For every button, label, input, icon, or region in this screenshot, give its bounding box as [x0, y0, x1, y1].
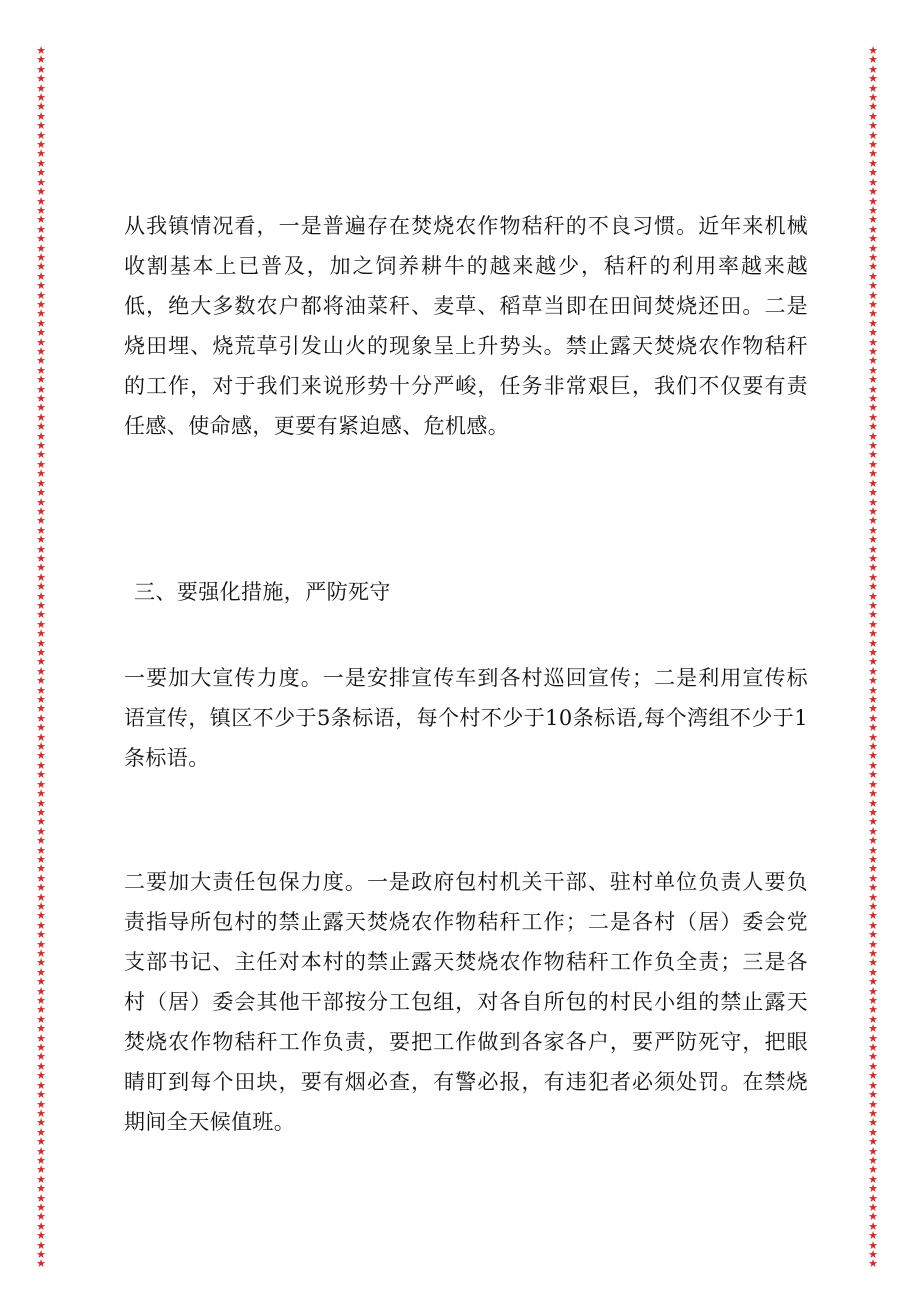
star-icon: ★ [36, 439, 46, 453]
star-icon: ★ [36, 1248, 46, 1261]
star-icon: ★ [868, 1153, 878, 1167]
star-icon: ★ [868, 721, 878, 735]
star-icon: ★ [36, 608, 46, 622]
star-icon: ★ [36, 232, 46, 246]
star-icon: ★ [868, 429, 878, 443]
star-icon: ★ [868, 156, 878, 170]
star-icon: ★ [36, 1059, 46, 1073]
star-icon: ★ [868, 570, 878, 584]
star-icon: ★ [868, 805, 878, 819]
star-icon: ★ [868, 683, 878, 697]
star-icon: ★ [36, 1200, 46, 1214]
star-icon: ★ [868, 1088, 878, 1102]
star-icon: ★ [36, 185, 46, 199]
star-icon: ★ [868, 768, 878, 782]
star-icon: ★ [868, 749, 878, 763]
star-icon: ★ [36, 279, 46, 293]
star-icon: ★ [868, 1050, 878, 1064]
star-icon: ★ [36, 307, 46, 321]
star-icon: ★ [36, 589, 46, 603]
star-icon: ★ [36, 881, 46, 895]
star-icon: ★ [868, 53, 878, 67]
star-icon: ★ [36, 994, 46, 1008]
star-icon: ★ [868, 420, 878, 434]
star-icon: ★ [36, 222, 46, 236]
star-icon: ★ [868, 354, 878, 368]
star-icon: ★ [36, 1041, 46, 1055]
star-icon: ★ [868, 918, 878, 932]
star-icon: ★ [36, 495, 46, 509]
star-icon: ★ [868, 363, 878, 377]
star-icon: ★ [36, 128, 46, 142]
star-icon: ★ [868, 1097, 878, 1111]
star-icon: ★ [868, 843, 878, 857]
star-icon: ★ [36, 965, 46, 979]
star-icon: ★ [868, 580, 878, 594]
star-icon: ★ [868, 533, 878, 547]
star-icon: ★ [868, 796, 878, 810]
star-icon: ★ [36, 467, 46, 481]
star-icon: ★ [36, 175, 46, 189]
star-icon: ★ [36, 392, 46, 406]
star-icon: ★ [868, 147, 878, 161]
star-icon: ★ [36, 119, 46, 133]
star-icon: ★ [868, 824, 878, 838]
star-icon: ★ [868, 984, 878, 998]
star-icon: ★ [868, 852, 878, 866]
star-icon: ★ [36, 297, 46, 311]
star-icon: ★ [868, 881, 878, 895]
right-star-border [866, 44, 880, 1271]
star-icon: ★ [36, 1088, 46, 1102]
star-icon: ★ [868, 561, 878, 575]
star-icon: ★ [36, 598, 46, 612]
star-icon: ★ [36, 166, 46, 180]
star-icon: ★ [36, 956, 46, 970]
star-icon: ★ [36, 1022, 46, 1036]
star-icon: ★ [868, 636, 878, 650]
star-icon: ★ [36, 570, 46, 584]
star-icon: ★ [868, 787, 878, 801]
star-icon: ★ [36, 156, 46, 170]
star-icon: ★ [36, 834, 46, 848]
star-icon: ★ [868, 382, 878, 396]
star-icon: ★ [36, 1050, 46, 1064]
star-icon: ★ [36, 250, 46, 264]
star-icon: ★ [36, 777, 46, 791]
star-icon: ★ [868, 928, 878, 942]
star-icon: ★ [36, 476, 46, 490]
star-icon: ★ [868, 702, 878, 716]
star-icon: ★ [868, 1257, 878, 1271]
star-icon: ★ [36, 203, 46, 217]
star-icon: ★ [36, 1144, 46, 1158]
star-icon: ★ [36, 504, 46, 518]
star-icon: ★ [868, 138, 878, 152]
star-icon: ★ [868, 279, 878, 293]
star-icon: ★ [868, 834, 878, 848]
star-icon: ★ [868, 232, 878, 246]
star-icon: ★ [36, 730, 46, 744]
star-icon: ★ [36, 646, 46, 659]
star-icon: ★ [868, 504, 878, 518]
star-icon: ★ [868, 260, 878, 274]
star-icon: ★ [868, 476, 878, 490]
star-icon: ★ [868, 862, 878, 876]
star-icon: ★ [36, 382, 46, 396]
star-icon: ★ [36, 740, 46, 754]
star-icon: ★ [36, 627, 46, 641]
star-icon: ★ [868, 1003, 878, 1017]
star-icon: ★ [36, 1191, 46, 1205]
star-icon: ★ [36, 674, 46, 688]
star-icon: ★ [36, 928, 46, 942]
star-icon: ★ [868, 495, 878, 509]
star-icon: ★ [868, 448, 878, 462]
star-icon: ★ [36, 918, 46, 932]
star-icon: ★ [868, 1135, 878, 1149]
star-icon: ★ [36, 580, 46, 594]
star-icon: ★ [868, 909, 878, 923]
star-icon: ★ [868, 457, 878, 471]
star-icon: ★ [868, 542, 878, 556]
star-icon: ★ [36, 664, 46, 678]
star-icon: ★ [36, 768, 46, 782]
star-icon: ★ [36, 805, 46, 819]
star-icon: ★ [36, 100, 46, 114]
star-icon: ★ [36, 335, 46, 349]
star-icon: ★ [868, 1248, 878, 1261]
star-icon: ★ [868, 128, 878, 142]
star-icon: ★ [868, 335, 878, 349]
star-icon: ★ [868, 598, 878, 612]
star-icon: ★ [36, 984, 46, 998]
star-icon: ★ [36, 542, 46, 556]
star-icon: ★ [868, 975, 878, 989]
star-icon: ★ [868, 213, 878, 227]
star-icon: ★ [36, 401, 46, 415]
star-icon: ★ [868, 551, 878, 565]
left-star-border [34, 44, 48, 1271]
star-icon: ★ [868, 956, 878, 970]
star-icon: ★ [36, 1125, 46, 1139]
star-icon: ★ [868, 693, 878, 707]
star-icon: ★ [868, 758, 878, 772]
paragraph-responsibility: 二要加大责任包保力度。一是政府包村机关干部、驻村单位负责人要负责指导所包村的禁止露天焚烧农作物秸秆工作；二是各村（居）委会党支部书记、主任对本村的禁止露天焚烧农作物秸秆工作负全责；三是各村（居）委会其他干部按分工包组，对各自所包的村民小组的禁止露天焚烧农作物秸秆工作负责，要把工作做到各家各户，要严防死守，把眼睛盯到每个田块，要有烟必查，有警必报，有违犯者必须处罚。在禁烧期间全天候值班。 [124, 870, 808, 1134]
star-icon: ★ [868, 608, 878, 622]
star-icon: ★ [868, 1125, 878, 1139]
star-icon: ★ [868, 1106, 878, 1120]
star-icon: ★ [36, 815, 46, 829]
star-icon: ★ [36, 975, 46, 989]
star-icon: ★ [36, 561, 46, 575]
star-icon: ★ [868, 1238, 878, 1252]
star-icon: ★ [868, 401, 878, 415]
star-icon: ★ [36, 269, 46, 283]
star-icon: ★ [36, 909, 46, 923]
star-icon: ★ [36, 241, 46, 255]
star-icon: ★ [36, 551, 46, 565]
star-icon: ★ [868, 62, 878, 76]
star-icon: ★ [868, 890, 878, 904]
star-icon: ★ [868, 1069, 878, 1083]
star-icon: ★ [36, 1153, 46, 1167]
star-icon: ★ [868, 288, 878, 302]
star-icon: ★ [36, 138, 46, 152]
star-icon: ★ [36, 693, 46, 707]
star-icon: ★ [868, 486, 878, 500]
star-icon: ★ [868, 937, 878, 951]
star-icon: ★ [868, 589, 878, 603]
star-icon: ★ [36, 617, 46, 631]
star-icon: ★ [36, 1012, 46, 1026]
star-icon: ★ [36, 91, 46, 105]
star-icon: ★ [36, 758, 46, 772]
star-icon: ★ [36, 1257, 46, 1271]
star-icon: ★ [868, 514, 878, 528]
star-icon: ★ [868, 1012, 878, 1026]
star-icon: ★ [36, 899, 46, 913]
star-icon: ★ [36, 1238, 46, 1252]
star-icon: ★ [868, 316, 878, 330]
star-icon: ★ [36, 721, 46, 735]
star-icon: ★ [868, 166, 878, 180]
star-icon: ★ [36, 1031, 46, 1045]
star-icon: ★ [868, 44, 878, 57]
star-icon: ★ [36, 260, 46, 274]
star-icon: ★ [36, 636, 46, 650]
star-icon: ★ [36, 1135, 46, 1149]
star-icon: ★ [868, 373, 878, 387]
star-icon: ★ [868, 627, 878, 641]
star-icon: ★ [36, 326, 46, 340]
star-icon: ★ [868, 965, 878, 979]
star-icon: ★ [36, 890, 46, 904]
star-icon: ★ [36, 1219, 46, 1233]
star-icon: ★ [36, 1163, 46, 1177]
star-icon: ★ [36, 523, 46, 537]
star-icon: ★ [868, 1116, 878, 1130]
star-icon: ★ [36, 796, 46, 810]
star-icon: ★ [868, 1031, 878, 1045]
star-icon: ★ [868, 307, 878, 321]
star-icon: ★ [868, 1191, 878, 1205]
star-icon: ★ [36, 420, 46, 434]
star-icon: ★ [36, 1003, 46, 1017]
star-icon: ★ [868, 1059, 878, 1073]
star-icon: ★ [868, 1163, 878, 1177]
star-icon: ★ [36, 1106, 46, 1120]
star-icon: ★ [36, 72, 46, 86]
star-icon: ★ [36, 1116, 46, 1130]
star-icon: ★ [868, 175, 878, 189]
star-icon: ★ [36, 683, 46, 697]
star-icon: ★ [868, 194, 878, 208]
star-icon: ★ [868, 439, 878, 453]
star-icon: ★ [868, 109, 878, 123]
star-icon: ★ [36, 749, 46, 763]
star-icon: ★ [868, 410, 878, 424]
star-icon: ★ [36, 62, 46, 76]
star-icon: ★ [36, 448, 46, 462]
star-icon: ★ [868, 617, 878, 631]
star-icon: ★ [36, 81, 46, 95]
section-heading: 三、要强化措施，严防死守 [134, 580, 391, 604]
star-icon: ★ [36, 354, 46, 368]
star-icon: ★ [868, 740, 878, 754]
star-icon: ★ [36, 514, 46, 528]
star-icon: ★ [868, 1022, 878, 1036]
star-icon: ★ [868, 1200, 878, 1214]
star-icon: ★ [36, 44, 46, 57]
star-icon: ★ [868, 392, 878, 406]
star-icon: ★ [868, 345, 878, 358]
star-icon: ★ [868, 947, 878, 960]
star-icon: ★ [36, 852, 46, 866]
star-icon: ★ [868, 326, 878, 340]
star-icon: ★ [868, 711, 878, 725]
star-icon: ★ [868, 899, 878, 913]
star-icon: ★ [868, 1219, 878, 1233]
star-icon: ★ [868, 815, 878, 829]
star-icon: ★ [36, 1172, 46, 1186]
star-icon: ★ [36, 787, 46, 801]
paragraph-situation: 从我镇情况看，一是普遍存在焚烧农作物秸秆的不良习惯。近年来机械收割基本上已普及，加之饲养耕牛的越来越少，秸秆的利用率越来越低，绝大多数农户都将油菜秆、麦草、稻草当即在田间焚烧还田。二是烧田埋、烧荒草引发山火的现象呈上升势头。禁止露天焚烧农作物秸秆的工作，对于我们来说形势十分严峻，任务非常艰巨，我们不仅要有责任感、使命感，更要有紧迫感、危机感。 [124, 214, 808, 438]
star-icon: ★ [868, 203, 878, 217]
star-icon: ★ [868, 269, 878, 283]
star-icon: ★ [868, 664, 878, 678]
star-icon: ★ [868, 222, 878, 236]
star-icon: ★ [868, 250, 878, 264]
star-icon: ★ [36, 1078, 46, 1092]
star-icon: ★ [868, 1210, 878, 1224]
star-icon: ★ [36, 711, 46, 725]
star-icon: ★ [36, 947, 46, 960]
star-icon: ★ [868, 646, 878, 659]
star-icon: ★ [868, 871, 878, 885]
star-icon: ★ [36, 429, 46, 443]
star-icon: ★ [868, 1182, 878, 1196]
star-icon: ★ [36, 1069, 46, 1083]
star-icon: ★ [868, 119, 878, 133]
star-icon: ★ [36, 862, 46, 876]
star-icon: ★ [868, 100, 878, 114]
star-icon: ★ [36, 373, 46, 387]
star-icon: ★ [36, 1182, 46, 1196]
star-icon: ★ [36, 655, 46, 669]
star-icon: ★ [36, 213, 46, 227]
star-icon: ★ [36, 345, 46, 358]
star-icon: ★ [868, 674, 878, 688]
star-icon: ★ [868, 1229, 878, 1243]
star-icon: ★ [868, 91, 878, 105]
star-icon: ★ [36, 457, 46, 471]
star-icon: ★ [36, 486, 46, 500]
star-icon: ★ [36, 1097, 46, 1111]
star-icon: ★ [36, 1229, 46, 1243]
star-icon: ★ [868, 777, 878, 791]
star-icon: ★ [36, 871, 46, 885]
star-icon: ★ [36, 937, 46, 951]
star-icon: ★ [868, 730, 878, 744]
star-icon: ★ [36, 109, 46, 123]
star-icon: ★ [36, 410, 46, 424]
star-icon: ★ [36, 316, 46, 330]
star-icon: ★ [868, 994, 878, 1008]
star-icon: ★ [868, 241, 878, 255]
star-icon: ★ [36, 824, 46, 838]
star-icon: ★ [868, 72, 878, 86]
star-icon: ★ [36, 147, 46, 161]
star-icon: ★ [868, 1041, 878, 1055]
star-icon: ★ [868, 523, 878, 537]
star-icon: ★ [36, 702, 46, 716]
star-icon: ★ [36, 1210, 46, 1224]
star-icon: ★ [36, 288, 46, 302]
star-icon: ★ [36, 533, 46, 547]
star-icon: ★ [868, 185, 878, 199]
star-icon: ★ [868, 1078, 878, 1092]
star-icon: ★ [868, 655, 878, 669]
star-icon: ★ [868, 467, 878, 481]
star-icon: ★ [868, 1144, 878, 1158]
star-icon: ★ [36, 843, 46, 857]
star-icon: ★ [868, 1172, 878, 1186]
star-icon: ★ [36, 194, 46, 208]
star-icon: ★ [36, 363, 46, 377]
star-icon: ★ [868, 297, 878, 311]
star-icon: ★ [868, 81, 878, 95]
paragraph-publicity: 一要加大宣传力度。一是安排宣传车到各村巡回宣传；二是利用宣传标语宣传，镇区不少于5条标语，每个村不少于10条标语,每个湾组不少于1条标语。 [124, 666, 808, 770]
star-icon: ★ [36, 53, 46, 67]
